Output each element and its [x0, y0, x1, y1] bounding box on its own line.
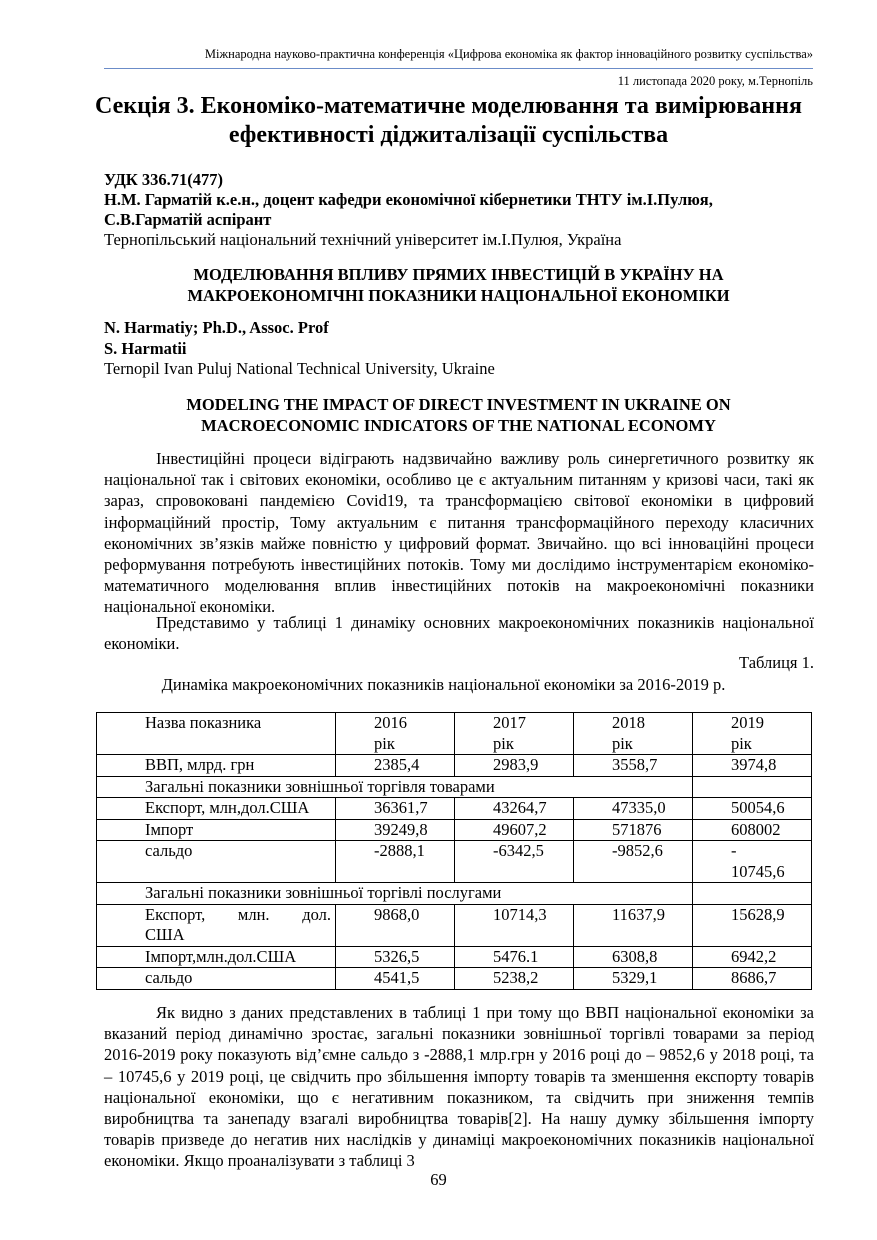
- table-section-row: [97, 883, 812, 905]
- authors-en-line1: N. Harmatiy; Ph.D., Assoc. Prof: [104, 318, 329, 337]
- cell-value: 36361,7: [336, 798, 455, 820]
- cell-value: 5238,2: [454, 968, 573, 990]
- affiliation-ua: Тернопільський національний технічний університет ім.І.Пулюя, Україна: [104, 230, 622, 249]
- running-header-conference: Міжнародна науково-практична конференція «Цифрова економіка як фактор інноваційного розвитку суспільства»: [204, 47, 813, 61]
- cell-value: 5326,5: [336, 946, 455, 968]
- header-year-2018: 2018 рік: [573, 713, 692, 755]
- title-ua-line2: МАКРОЕКОНОМІЧНІ ПОКАЗНИКИ НАЦІОНАЛЬНОЇ ЕКОНОМІКИ: [187, 286, 730, 305]
- cell-value: 8686,7: [692, 968, 811, 990]
- row-name: Імпорт,млн.дол.США: [97, 946, 336, 968]
- row-name: сальдо: [97, 968, 336, 990]
- empty-cell: [692, 776, 811, 798]
- title-en-line2: MACROECONOMIC INDICATORS OF THE NATIONAL ECONOMY: [201, 416, 716, 435]
- cell-value: 5329,1: [573, 968, 692, 990]
- cell-value: -9852,6: [573, 841, 692, 883]
- cell-value: 6942,2: [692, 946, 811, 968]
- table-row: [97, 968, 812, 990]
- table-row: [97, 946, 812, 968]
- section-services-label: Загальні показники зовнішньої торгівлі послугами: [97, 883, 693, 905]
- running-header-date: 11 листопада 2020 року, м.Тернопіль: [617, 74, 813, 88]
- paragraph-intro: Інвестиційні процеси відіграють надзвичайно важливу роль синергетичного розвитку як національної так і світових економіки, особливо це є актуальним питанням у кризові часи, такі як зараз, спровоковані пандемією Covid19, та трансформацією світової економіки в цифровий інформаційний простір, Тому актуальним є питання трансформаційного переходу класичних економічних зв’язків майже повністю у цифровий формат. Звичайно. що всі інноваційні процеси реформування потребують інвестиційних потоків. Тому ми дослідимо інструментарієм економіко-математичного моделювання вплив інвестиційних потоків на макроекономічні показники національної економіки.: [104, 449, 814, 617]
- title-ua: [90, 264, 827, 306]
- table-section-row: [97, 776, 812, 798]
- affiliation-en: Ternopil Ivan Puluj National Technical University, Ukraine: [104, 359, 495, 378]
- cell-value: 11637,9: [573, 904, 692, 946]
- table-row: [97, 904, 812, 946]
- cell-value: 6308,8: [573, 946, 692, 968]
- table-row: [97, 819, 812, 841]
- cell-value: -2888,1: [336, 841, 455, 883]
- title-en: [90, 394, 827, 436]
- udc-code: УДК 336.71(477): [104, 170, 223, 189]
- table-label: Таблиця 1.: [739, 653, 814, 672]
- table-row: [97, 841, 812, 883]
- cell-value: 2983,9: [454, 755, 573, 777]
- empty-cell: [692, 883, 811, 905]
- cell-value: 3558,7: [573, 755, 692, 777]
- cell-value: 571876: [573, 819, 692, 841]
- cell-value: 3974,8: [692, 755, 811, 777]
- title-ua-line1: МОДЕЛЮВАННЯ ВПЛИВУ ПРЯМИХ ІНВЕСТИЦІЙ В УКРАЇНУ НА: [193, 265, 724, 284]
- page-number: 69: [430, 1170, 447, 1189]
- section-title: [70, 92, 827, 150]
- cell-value: 39249,8: [336, 819, 455, 841]
- cell-value: - 10745,6: [692, 841, 811, 883]
- section-title-line2: ефективності діджиталізації суспільства: [228, 122, 669, 148]
- cell-value: -6342,5: [454, 841, 573, 883]
- macro-indicators-table: [96, 712, 812, 990]
- table-row: [97, 798, 812, 820]
- header-rule: [104, 68, 813, 69]
- cell-value: 608002: [692, 819, 811, 841]
- cell-value: 50054,6: [692, 798, 811, 820]
- row-name: Експорт, млн,дол.США: [97, 798, 336, 820]
- header-indicator-name: Назва показника: [97, 713, 336, 755]
- paragraph-table-intro: Представимо у таблиці 1 динаміку основних макроекономічних показників національної економіки.: [104, 613, 814, 654]
- table-caption: Динаміка макроекономічних показників національної економіки за 2016-2019 р.: [161, 675, 726, 694]
- row-name: Експорт, млн. дол. США: [97, 904, 336, 946]
- authors-ua-line2: С.В.Гарматій аспірант: [104, 210, 272, 229]
- title-en-line1: MODELING THE IMPACT OF DIRECT INVESTMENT IN UKRAINE ON: [186, 395, 731, 414]
- section-title-line1: Секція 3. Економіко-математичне моделювання та вимірювання: [95, 93, 802, 119]
- cell-value: 2385,4: [336, 755, 455, 777]
- row-name: сальдо: [97, 841, 336, 883]
- authors-en-line2: S. Harmatii: [104, 339, 187, 358]
- cell-value: 49607,2: [454, 819, 573, 841]
- cell-value: 43264,7: [454, 798, 573, 820]
- row-name: Імпорт: [97, 819, 336, 841]
- row-name: ВВП, млрд. грн: [97, 755, 336, 777]
- cell-value: 47335,0: [573, 798, 692, 820]
- cell-value: 15628,9: [692, 904, 811, 946]
- header-year-2019: 2019 рік: [692, 713, 811, 755]
- table-header-row: [97, 713, 812, 755]
- cell-value: 10714,3: [454, 904, 573, 946]
- authors-ua-line1: Н.М. Гарматій к.е.н., доцент кафедри економічної кібернетики ТНТУ ім.І.Пулюя,: [104, 190, 713, 209]
- cell-value: 4541,5: [336, 968, 455, 990]
- table-row: [97, 755, 812, 777]
- paragraph-analysis: Як видно з даних представлених в таблиці 1 при тому що ВВП національної економіки за вказаний період динамічно зростає, загальні показники зовнішньої торгівлі товарами за період 2016-2019 року показують від’ємне сальдо з -2888,1 млр.грн у 2016 році до – 9852,6 у 2018 році, та – 10745,6 у 2019 році, це свідчить про збільшення імпорту товарів та зменшення експорту товарів національної економіки, що є негативним показником, та свідчить при зниження темпів виробництва та занепаду взагалі виробництва товарів[2]. На нашу думку збільшення імпорту товарів призведе до негатив них наслідків у динаміці макроекономічних показників національної економіки. Якщо проаналізувати з таблиці 3: [104, 1003, 814, 1171]
- header-year-2017: 2017 рік: [454, 713, 573, 755]
- header-year-2016: 2016 рік: [336, 713, 455, 755]
- cell-value: 9868,0: [336, 904, 455, 946]
- cell-value: 5476.1: [454, 946, 573, 968]
- section-goods-label: Загальні показники зовнішньої торгівля товарами: [97, 776, 693, 798]
